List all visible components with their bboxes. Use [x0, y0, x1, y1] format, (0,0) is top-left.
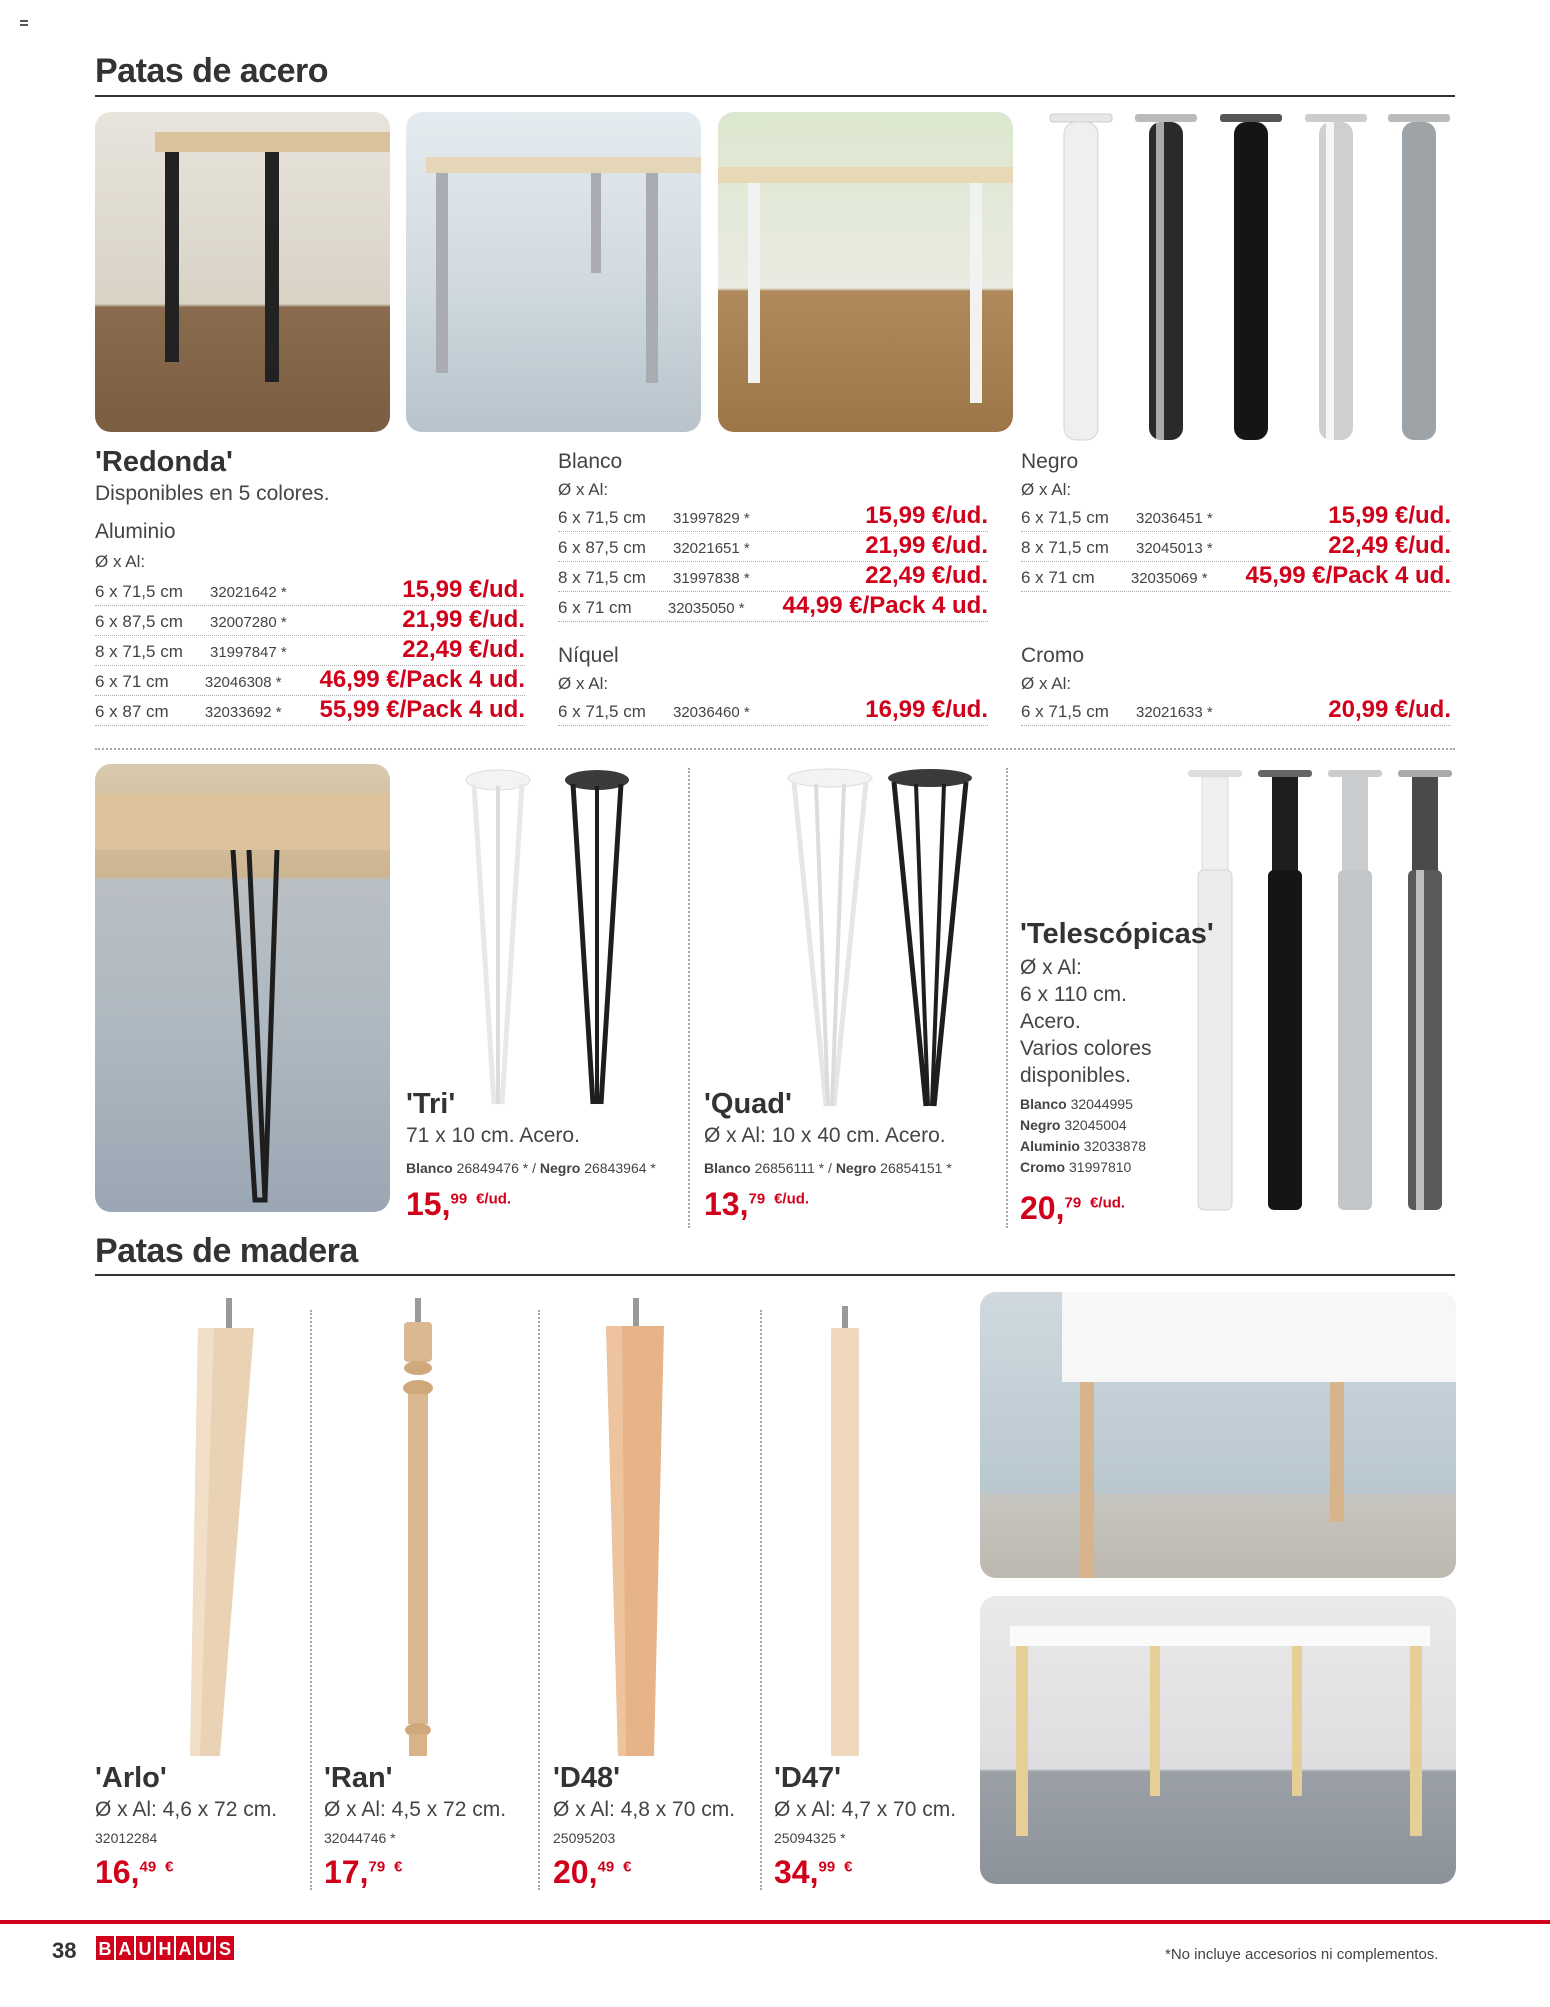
divider [538, 1310, 540, 1890]
table-row: 6 x 71,5 cm 31997829 * 15,99 €/ud. [558, 502, 988, 532]
dim-label: Ø x Al: [1021, 480, 1072, 499]
product-codes-tri: Blanco 26849476 * / Negro 26843964 * [406, 1160, 656, 1176]
product-name-ran: 'Ran' [324, 1762, 393, 1794]
footer-bar [0, 1920, 1550, 1924]
table-row: 6 x 87 cm 32033692 * 55,99 €/Pack 4 ud. [95, 696, 525, 726]
photo-telescopic-legs [1180, 770, 1460, 1220]
dim-label: Ø x Al: [558, 480, 609, 499]
section-rule [95, 1274, 1455, 1276]
product-desc-tri: 71 x 10 cm. Acero. [406, 1124, 580, 1147]
dim-label: Ø x Al: [1021, 674, 1072, 693]
photo-arlo-leg [150, 1298, 270, 1758]
product-name-redonda: 'Redonda' [95, 446, 233, 478]
table-row: 6 x 87,5 cm 32021651 * 21,99 €/ud. [558, 532, 988, 562]
table-row: 6 x 87,5 cm 32007280 * 21,99 €/ud. [95, 606, 525, 636]
product-code-arlo: 32012284 [95, 1830, 158, 1846]
page-number: 38 [52, 1938, 77, 1963]
color-label-cromo: Cromo [1021, 644, 1085, 667]
product-code-d48: 25095203 [553, 1830, 616, 1846]
product-code-d47: 25094325 * [774, 1830, 846, 1846]
product-desc-quad: Ø x Al: 10 x 40 cm. Acero. [704, 1124, 946, 1147]
product-desc-telescopicas: Ø x Al: 6 x 110 cm. Acero. Varios colores disponibles. [1020, 956, 1152, 1087]
photo-quad-legs [780, 764, 980, 1114]
price-d47: 34,99 € [774, 1854, 853, 1890]
table-row: 6 x 71,5 cm 32036451 * 15,99 €/ud. [1021, 502, 1451, 532]
footnote: *No incluye accesorios ni complementos. [1165, 1946, 1439, 1963]
product-name-arlo: 'Arlo' [95, 1762, 167, 1794]
price-arlo: 16,49 € [95, 1854, 174, 1890]
photo-white-table-wood-legs [980, 1596, 1456, 1884]
price-quad: 13,79 $^{€/ud.}$ [704, 1186, 810, 1222]
section-rule [95, 95, 1455, 97]
color-label-blanco: Blanco [558, 450, 623, 473]
divider [310, 1310, 312, 1890]
table-row: 6 x 71,5 cm 32036460 * 16,99 €/ud. [558, 696, 988, 726]
price-d48: 20,49 € [553, 1854, 632, 1890]
photo-ran-leg [398, 1298, 438, 1758]
divider [95, 748, 1455, 750]
product-name-quad: 'Quad' [704, 1088, 792, 1120]
color-label-aluminio: Aluminio [95, 520, 176, 543]
photo-console-wood-legs [980, 1292, 1456, 1578]
photo-desk-white-legs [718, 112, 1013, 432]
photo-desk-black-legs [95, 112, 390, 432]
color-label-niquel: Níquel [558, 644, 619, 667]
photo-hairpin-table [95, 764, 390, 1212]
bauhaus-logo: B A U H A U S [96, 1936, 234, 1960]
product-subtitle-redonda: Disponibles en 5 colores. [95, 482, 330, 505]
product-desc-d47: Ø x Al: 4,7 x 70 cm. [774, 1798, 957, 1821]
product-code-ran: 32044746 * [324, 1830, 396, 1846]
table-row: 6 x 71,5 cm 32021642 * 15,99 €/ud. [95, 576, 525, 606]
product-codes-quad: Blanco 26856111 * / Negro 26854151 * [704, 1160, 952, 1176]
photo-tri-legs [460, 764, 660, 1114]
color-label-negro: Negro [1021, 450, 1079, 473]
product-name-d48: 'D48' [553, 1762, 620, 1794]
product-name-tri: 'Tri' [406, 1088, 456, 1120]
table-row: 6 x 71,5 cm 32021633 * 20,99 €/ud. [1021, 696, 1451, 726]
product-codes-telescopicas: Blanco 32044995 Negro 32045004 Aluminio 32033878 Cromo 31997810 [1020, 1096, 1147, 1175]
dim-label: Ø x Al: [558, 674, 609, 693]
photo-d47-leg [828, 1306, 862, 1758]
section-title-steel: Patas de acero [95, 52, 329, 90]
price-telescopicas: 20,79 $^{€/ud.}$ [1020, 1190, 1126, 1226]
table-row: 8 x 71,5 cm 31997847 * 22,49 €/ud. [95, 636, 525, 666]
table-row: 6 x 71 cm 32035069 * 45,99 €/Pack 4 ud. [1021, 562, 1451, 592]
product-desc-arlo: Ø x Al: 4,6 x 72 cm. [95, 1798, 278, 1821]
divider [1006, 768, 1008, 1228]
product-desc-ran: Ø x Al: 4,5 x 72 cm. [324, 1798, 507, 1821]
product-name-telescopicas: 'Telescópicas' [1020, 918, 1214, 950]
price-ran: 17,79 € [324, 1854, 403, 1890]
photo-round-legs-5-colors [1030, 112, 1455, 442]
dim-label: Ø x Al: [95, 552, 146, 571]
divider [760, 1310, 762, 1890]
product-name-d47: 'D47' [774, 1762, 841, 1794]
table-row: 6 x 71 cm 32035050 * 44,99 €/Pack 4 ud. [558, 592, 988, 622]
menu-icon[interactable] [20, 20, 28, 26]
photo-desk-chrome-legs [406, 112, 701, 432]
table-row: 8 x 71,5 cm 31997838 * 22,49 €/ud. [558, 562, 988, 592]
product-desc-d48: Ø x Al: 4,8 x 70 cm. [553, 1798, 736, 1821]
photo-d48-leg [600, 1298, 670, 1758]
price-tri: 15,99 $^{€/ud.}$ [406, 1186, 512, 1222]
table-row: 8 x 71,5 cm 32045013 * 22,49 €/ud. [1021, 532, 1451, 562]
divider [688, 768, 690, 1228]
section-title-wood: Patas de madera [95, 1232, 358, 1270]
table-row: 6 x 71 cm 32046308 * 46,99 €/Pack 4 ud. [95, 666, 525, 696]
